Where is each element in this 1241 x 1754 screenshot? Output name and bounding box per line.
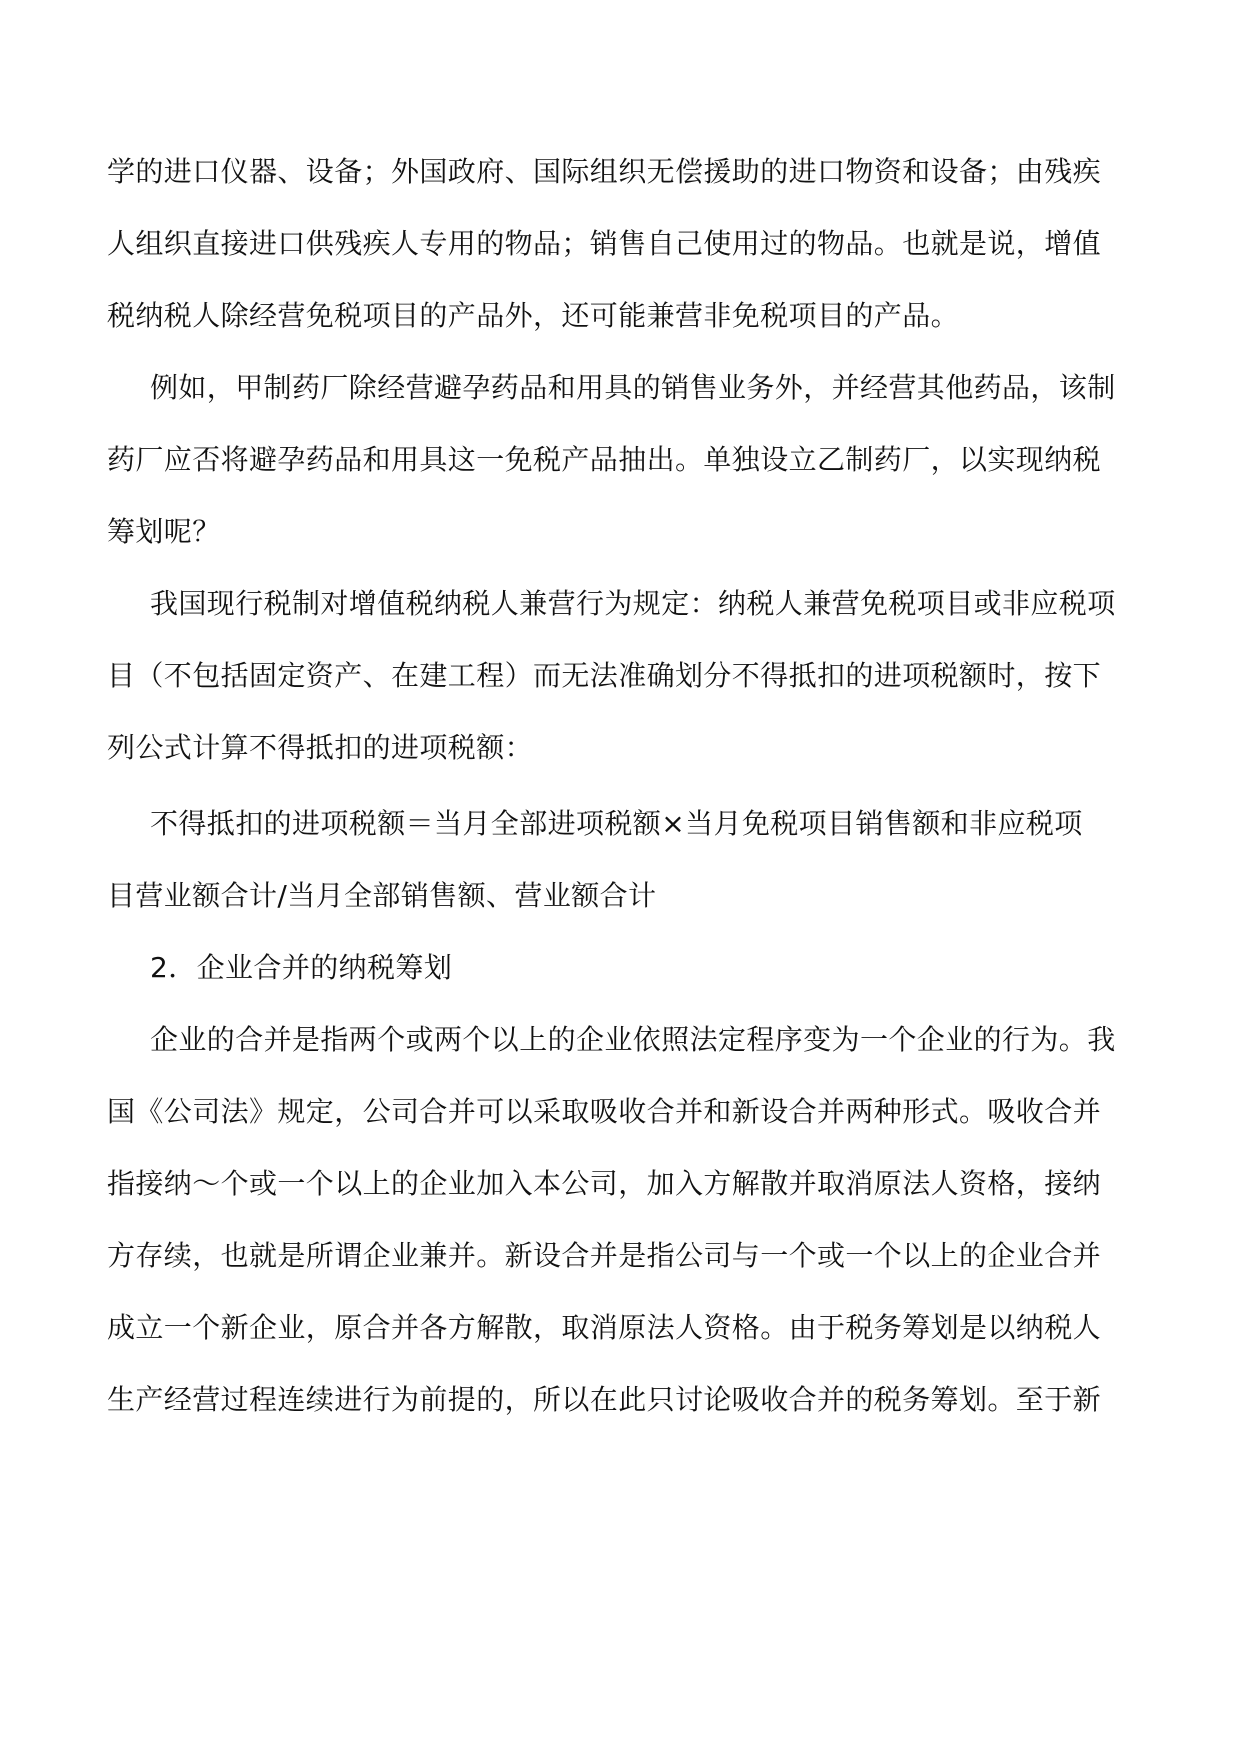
section-heading: 2．企业合并的纳税筹划 [150,951,453,984]
body-text-line: 药厂应否将避孕药品和用具这一免税产品抽出。单独设立乙制药厂，以实现纳税 [107,443,1102,476]
body-text-line: 筹划呢？ [107,515,221,548]
paragraph-first-line: 我国现行税制对增值税纳税人兼营行为规定：纳税人兼营免税项目或非应税项 [150,587,1116,620]
body-text-line: 列公式计算不得抵扣的进项税额： [107,731,534,764]
body-text-line: 税纳税人除经营免税项目的产品外，还可能兼营非免税项目的产品。 [107,299,960,332]
formula-line: 不得抵扣的进项税额＝当月全部进项税额×当月免税项目销售额和非应税项 [150,807,1083,840]
body-text-line: 目（不包括固定资产、在建工程）而无法准确划分不得抵扣的进项税额时，按下 [107,659,1102,692]
paragraph-first-line: 例如，甲制药厂除经营避孕药品和用具的销售业务外，并经营其他药品，该制 [150,371,1116,404]
body-text-line: 方存续，也就是所谓企业兼并。新设合并是指公司与一个或一个以上的企业合并 [107,1239,1102,1272]
body-text-line: 国《公司法》规定，公司合并可以采取吸收合并和新设合并两种形式。吸收合并 [107,1095,1102,1128]
body-text-line: 学的进口仪器、设备；外国政府、国际组织无偿援助的进口物资和设备；由残疾 [107,155,1102,188]
formula-line: 目营业额合计/当月全部销售额、营业额合计 [107,879,657,912]
body-text-line: 人组织直接进口供残疾人专用的物品；销售自己使用过的物品。也就是说，增值 [107,227,1102,260]
paragraph-first-line: 企业的合并是指两个或两个以上的企业依照法定程序变为一个企业的行为。我 [150,1023,1116,1056]
body-text-line: 指接纳～个或一个以上的企业加入本公司，加入方解散并取消原法人资格，接纳 [107,1167,1102,1200]
body-text-line: 成立一个新企业，原合并各方解散，取消原法人资格。由于税务筹划是以纳税人 [107,1311,1102,1344]
body-text-line: 生产经营过程连续进行为前提的，所以在此只讨论吸收合并的税务筹划。至于新 [107,1383,1102,1416]
